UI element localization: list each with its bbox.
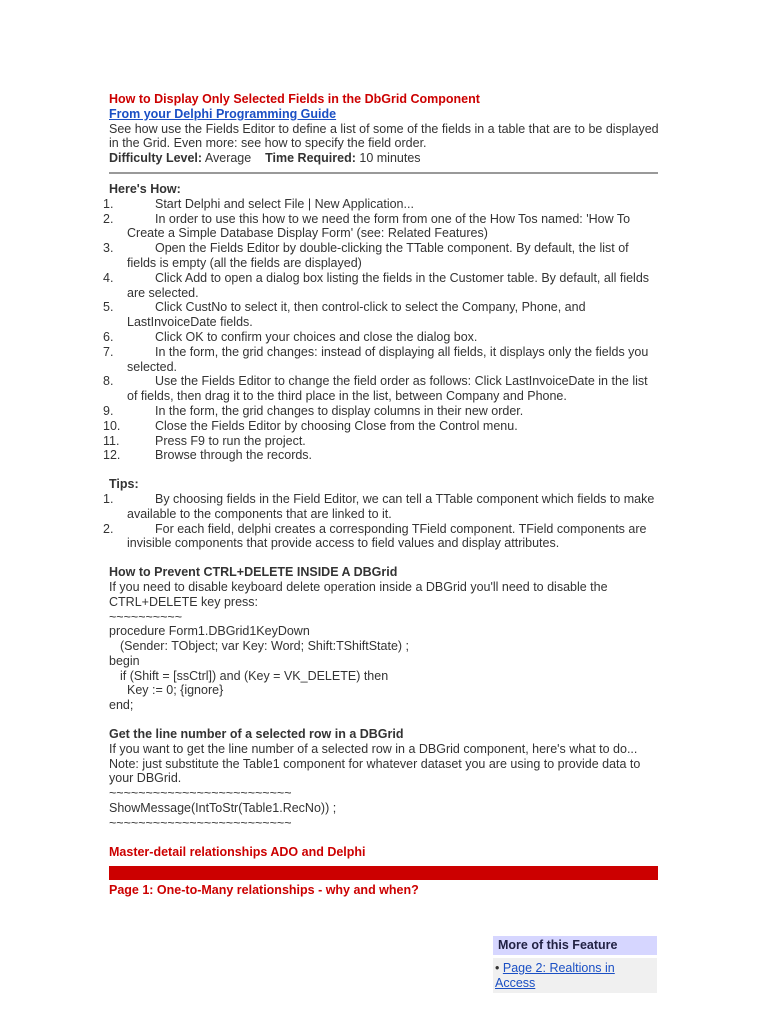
step-number: 1. [103,196,114,211]
step-text: Use the Fields Editor to change the field order as follows: Click LastInvoiceDate in the list of fields, then drag it to the third place in the list, between Company and Phone. [127,374,648,404]
step-text: Click OK to confirm your choices and close the dialog box. [155,329,478,344]
list-item [103,196,661,212]
page2-link[interactable]: Page 2: Realtions in Access [495,960,615,990]
step-number: 6. [103,329,114,344]
step-text: Click Add to open a dialog box listing the fields in the Customer table. By default, all fields are selected. [127,270,650,300]
more-feature-heading: More of this Feature [493,936,657,955]
code-line: (Sender: TObject; var Key: Word; Shift:TShiftState) ; [120,639,410,654]
ctrl-delete-heading: How to Prevent CTRL+DELETE INSIDE A DBGrid [109,565,398,580]
time-label: Time Required: [265,151,356,166]
code-line: begin [109,653,140,668]
code-block [109,610,661,714]
step-number: 5. [103,300,114,315]
step-number: 4. [103,270,114,285]
article-title: How to Display Only Selected Fields in the DbGrid Component [109,92,480,106]
step-text: In order to use this how to we need the form from one of the How Tos named: 'How To Create a Simple Database Display Form' (see: Related Features) [127,211,631,241]
list-item [103,374,661,404]
spacer [109,551,661,565]
tip-text: By choosing fields in the Field Editor, we can tell a TTable component which fields to make available to the components that are linked to it. [127,491,655,521]
more-feature-body [493,958,657,994]
step-text: Browse through the records. [155,448,313,463]
tip-number: 1. [103,491,114,506]
red-bar [109,866,658,880]
step-number: 3. [103,241,114,256]
tip-text: For each field, delphi creates a corresponding TField component. TField components are invisible components that provide access to field values and display attributes. [127,521,647,551]
spacer [109,831,661,845]
list-item [103,241,661,271]
step-number: 12. [103,448,121,463]
tips-list [103,491,661,551]
spacer [109,463,661,477]
list-item [103,448,661,463]
step-number: 7. [103,344,114,359]
difficulty-label: Difficulty Level: [109,151,203,166]
code-line: if (Shift = [ssCtrl]) and (Key = VK_DELETE) then [120,668,389,683]
line-number-heading: Get the line number of a selected row in a DBGrid [109,727,404,742]
step-number: 2. [103,211,114,226]
step-text: Open the Fields Editor by double-clicking the TTable component. By default, the list of fields is empty (all the fields are displayed) [127,241,629,270]
step-number: 8. [103,374,114,389]
list-item [103,418,661,434]
page1-heading: Page 1: One-to-Many relationships - why and when? [109,883,419,898]
code-line: ~~~~~~~~~~~~~~~~~~~~~~~~~ [109,815,292,830]
spacer [109,713,661,727]
bullet: • [495,960,500,975]
step-text: In the form, the grid changes to display columns in their new order. [155,403,524,418]
code-line: ShowMessage(IntToStr(Table1.RecNo)) ; [109,801,337,816]
tips-heading: Tips: [109,477,139,492]
step-text: Click CustNo to select it, then control-click to select the Company, Phone, and LastInvoiceDate fields. [127,300,586,330]
howto-steps [103,196,661,463]
difficulty-value: Average [204,151,252,166]
code-line: ~~~~~~~~~~~~~~~~~~~~~~~~~ [109,786,292,801]
code-block [109,786,661,830]
step-number: 11. [103,433,120,448]
list-item [103,329,661,345]
list-item [103,491,661,522]
code-line: procedure Form1.DBGrid1KeyDown [109,624,310,639]
article-intro: See how use the Fields Editor to define a list of some of the fields in a table that are to be displayed in the Grid. Even more: see how to specify the field order. [109,121,659,151]
code-line: end; [109,698,134,713]
master-detail-heading: Master-detail relationships ADO and Delphi [109,844,366,859]
article-content [103,92,661,898]
meta-line [109,151,661,166]
step-text: In the form, the grid changes: instead of displaying all fields, it displays only the fields you selected. [127,344,649,374]
list-item [103,211,661,242]
howto-heading: Here's How: [109,181,181,196]
ctrl-delete-text: If you need to disable keyboard delete operation inside a DBGrid you'll need to disable the CTRL+DELETE key press: [109,579,608,609]
divider [109,172,658,174]
line-number-text: If you want to get the line number of a selected row in a DBGrid component, here's what to do... Note: just substitute the Table1 component for whatever dataset you are using to provide data to your DBGrid. [109,741,641,786]
step-text: Close the Fields Editor by choosing Close from the Control menu. [155,418,518,433]
list-item [103,433,661,449]
list-item [103,521,661,552]
list-item [103,403,661,419]
list-item [103,270,661,301]
code-line: ~~~~~~~~~~ [109,609,182,624]
list-item [103,300,661,330]
code-line: Key := 0; {ignore} [127,683,224,698]
step-number: 9. [103,403,114,418]
step-text: Start Delphi and select File | New Application... [155,196,414,211]
list-item [103,344,661,375]
step-text: Press F9 to run the project. [155,433,306,448]
step-number: 10. [103,418,121,433]
source-link[interactable]: From your Delphi Programming Guide [109,106,337,121]
tip-number: 2. [103,521,114,536]
time-value: 10 minutes [359,151,421,166]
more-feature-box [493,936,657,993]
